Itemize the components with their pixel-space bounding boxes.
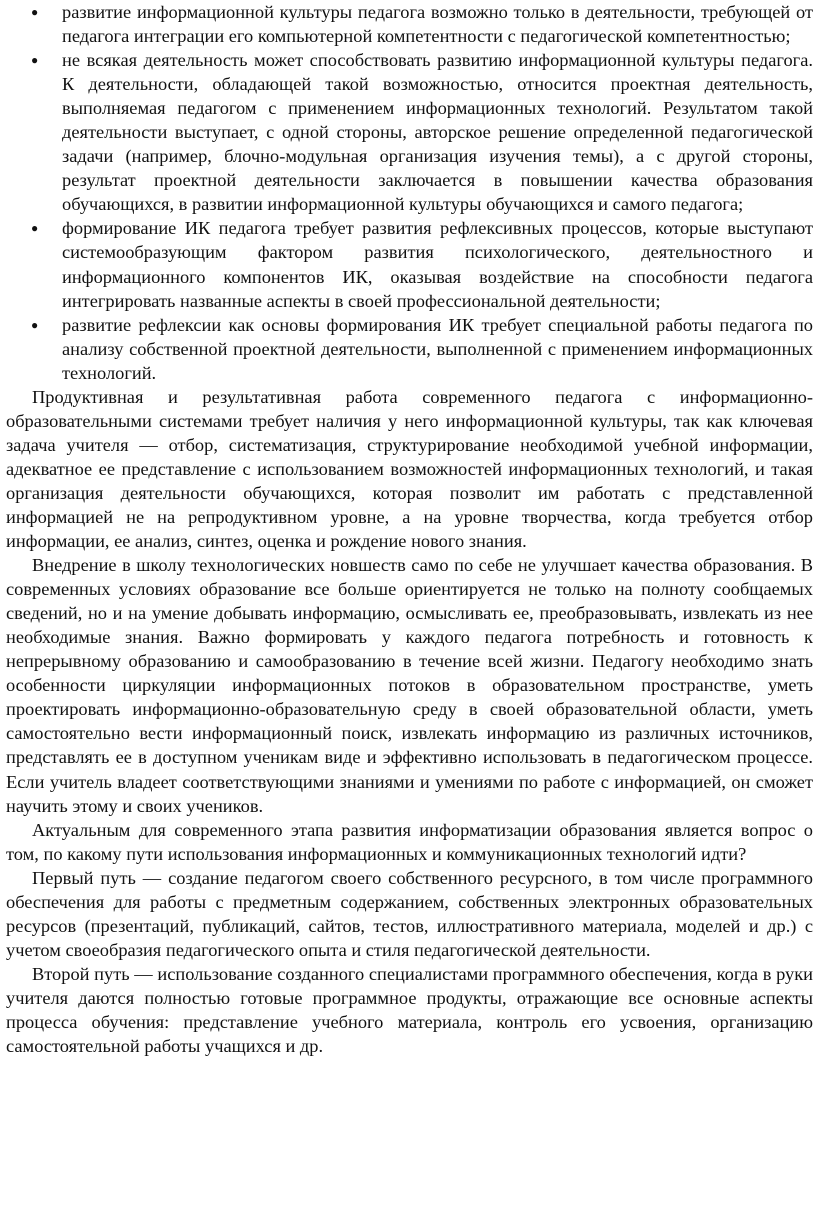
bullet-icon: ● — [31, 53, 39, 68]
list-item — [6, 313, 813, 385]
list-item — [6, 0, 813, 48]
list-item-text: формирование ИК педагога требует развития рефлексивных процессов, которые выступают системообразующим фактором развития психологического, деятельностного и информационного компонентов ИК, оказывая воздействие на способности педагога интегрировать названные аспекты в своей профессиональной деятельности; — [62, 218, 813, 311]
bullet-icon: ● — [31, 317, 39, 332]
list-item — [6, 48, 813, 216]
paragraph-question: Актуальным для современного этапа развития информатизации образования является вопрос о том, по какому пути использования информационных и коммуникационных технологий идти? — [6, 819, 813, 864]
paragraph-technology-innovations: Внедрение в школу технологических новшеств само по себе не улучшает качества образования. В современных условиях образование все больше ориентируется не только на полноту сообщаемых сведений, но и на умение добывать информацию, осмысливать ее, преобразовывать, извлекать из нее необходимые знания. Важно формировать у каждого педагога потребность и готовность к непрерывному образованию и самообразованию в течение всей жизни. Педагогу необходимо знать особенности циркуляции информационных потоков в образовательном пространстве, уметь проектировать информационно-образовательную среду в своей образовательной области, уметь самостоятельно вести информационный поиск, извлекать информацию из различных источников, представлять ее в доступном ученикам виде и эффективно использовать в педагогическом процессе. Если учитель владеет соответствующими знаниями и умениями по работе с информацией, он сможет научить этому и своих учеников. — [6, 555, 813, 816]
list-item-text: развитие информационной культуры педагога возможно только в деятельности, требующей от педагога интеграции его компьютерной компетентности с педагогической компетентностью; — [62, 2, 813, 47]
paragraph-first-way: Первый путь — создание педагогом своего собственного ресурсного, в том числе программного обеспечения для работы с предметным содержанием, собственных электронных образовательных ресурсов (презентаций, публикаций, сайтов, тестов, иллюстративного материала, моделей и др.) с учетом своеобразия педагогического опыта и стиля педагогической деятельности. — [6, 867, 813, 960]
list-item — [6, 216, 813, 312]
list-item-text: не всякая деятельность может способствовать развитию информационной культуры педагога. К деятельности, обладающей такой возможностью, относится проектная деятельность, выполняемая педагогом с применением информационных технологий. Результатом такой деятельности выступает, с одной стороны, авторское решение определенной педагогической задачи (например, блочно-модульная организация изучения темы), а с другой стороны, результат проектной деятельности заключается в повышении качества образования обучающихся, в развитии информационной культуры обучающихся и самого педагога; — [62, 50, 813, 215]
bullet-icon: ● — [31, 5, 39, 19]
bullet-list — [6, 0, 813, 385]
paragraph-information-culture: Продуктивная и результативная работа современного педагога с информационно-образовательными системами требует наличия у него информационной культуры, так как ключевая задача учителя — отбор, систематизация, структурирование необходимой учебной информации, адекватное ее представление с использованием возможностей информационных технологий, и такая организация деятельности обучающихся, которая позволит им работать с представленной информацией не на репродуктивном уровне, а на уровне творчества, когда требуется отбор информации, ее анализ, синтез, оценка и рождение нового знания. — [6, 386, 813, 552]
bullet-icon: ● — [31, 221, 39, 236]
list-item-text: развитие рефлексии как основы формирования ИК требует специальной работы педагога по анализу собственной проектной деятельности, выполненной с применением информационных технологий. — [62, 314, 813, 383]
paragraph-second-way: Второй путь — использование созданного специалистами программного обеспечения, когда в руки учителя даются полностью готовые программное продукты, отражающие все основные аспекты процесса обучения: представление учебного материала, контроль его усвоения, организацию самостоятельной работы учащихся и др. — [6, 963, 813, 1057]
